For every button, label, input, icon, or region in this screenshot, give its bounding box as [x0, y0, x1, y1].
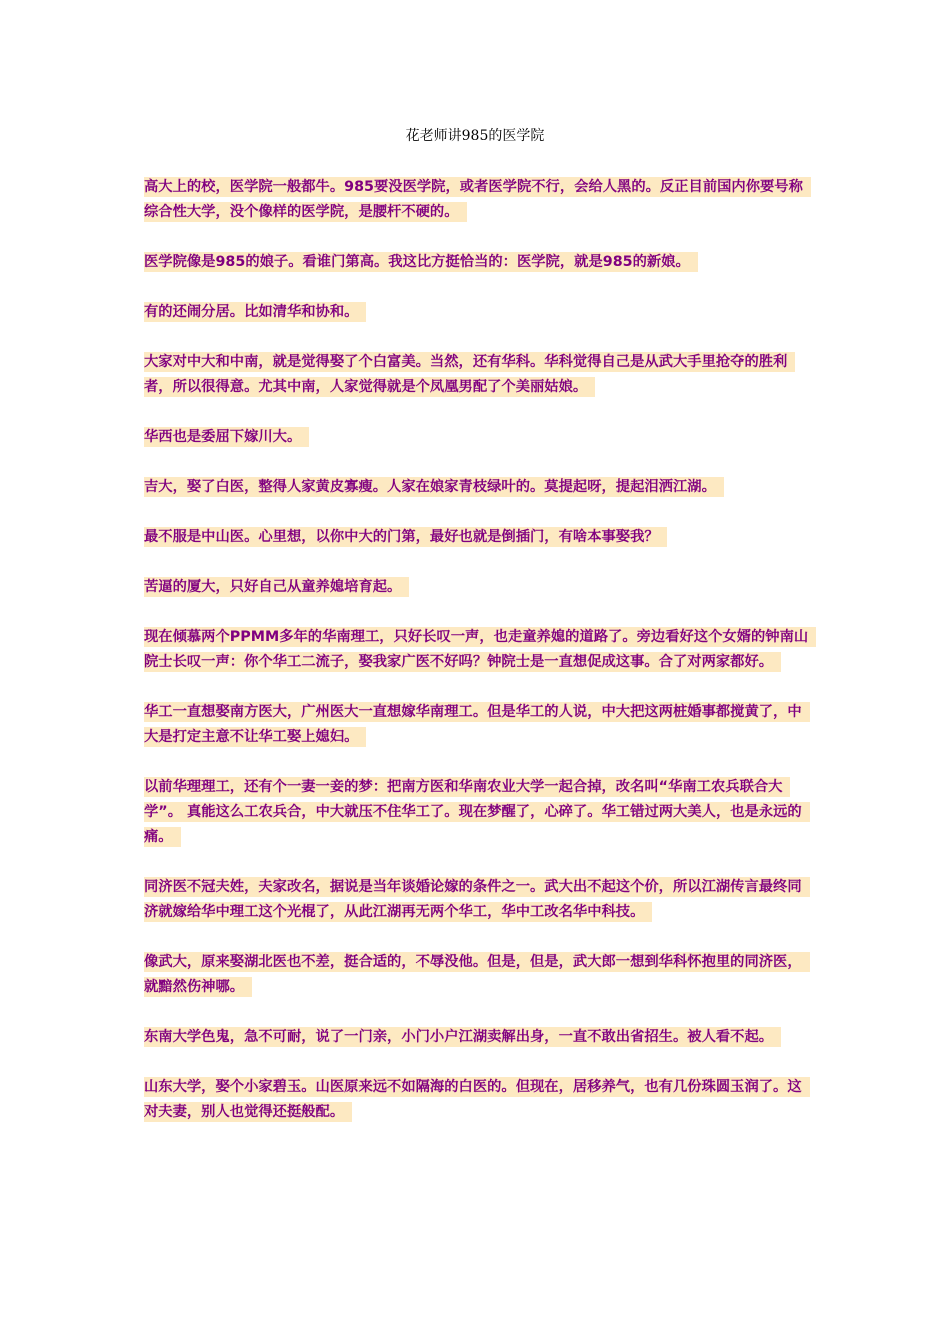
paragraph-text: 同济医不冠夫姓，夫家改名，据说是当年谈婚论嫁的条件之一。武大出不起这个价，所以江湖传言最终同济就嫁给华中理工这个光棍了，从此江湖再无两个华工，华中工改名华中科技。	[144, 877, 810, 922]
paragraph	[144, 1075, 809, 1125]
paragraph-text: 山东大学，娶个小家碧玉。山医原来远不如隔海的白医的。但现在，居移养气，也有几份珠圆玉润了。这对夫妻，别人也觉得还挺般配。	[144, 1077, 810, 1122]
paragraph	[144, 775, 809, 850]
paragraph-text: 大家对中大和中南，就是觉得娶了个白富美。当然，还有华科。华科觉得自己是从武大手里抢夺的胜利者，所以很得意。尤其中南，人家觉得就是个凤凰男配了个美丽姑娘。	[144, 352, 795, 397]
paragraph	[144, 625, 809, 675]
paragraph	[144, 575, 809, 600]
paragraph-text: 华西也是委屈下嫁川大。	[144, 427, 309, 447]
document-body	[144, 175, 809, 1150]
paragraph	[144, 700, 809, 750]
paragraph	[144, 300, 809, 325]
paragraph	[144, 875, 809, 925]
paragraph	[144, 425, 809, 450]
paragraph-text: 有的还闹分居。比如清华和协和。	[144, 302, 366, 322]
paragraph	[144, 250, 809, 275]
document-title: 花老师讲985的医学院	[405, 128, 545, 144]
paragraph-text: 以前华理理工，还有个一妻一妾的梦：把南方医和华南农业大学一起合掉，改名叫“华南工农兵联合大学”。 真能这么工农兵合，中大就压不住华工了。现在梦醒了，心碎了。华工错过两大美人，也是永远的痛。	[144, 777, 810, 847]
paragraph-text: 吉大，娶了白医，整得人家黄皮寡瘦。人家在娘家青枝绿叶的。莫提起呀，提起泪洒江湖。	[144, 477, 724, 497]
paragraph-text: 现在倾慕两个PPMM多年的华南理工，只好长叹一声，也走童养媳的道路了。旁边看好这个女婿的钟南山院士长叹一声：你个华工二流子，娶我家广医不好吗？钟院士是一直想促成这事。合了对两家都好。	[144, 627, 816, 672]
paragraph-text: 华工一直想娶南方医大，广州医大一直想嫁华南理工。但是华工的人说，中大把这两桩婚事都搅黄了，中大是打定主意不让华工娶上媳妇。	[144, 702, 810, 747]
paragraph-text: 东南大学色鬼，急不可耐，说了一门亲，小门小户江湖卖解出身，一直不敢出省招生。被人看不起。	[144, 1027, 781, 1047]
paragraph	[144, 350, 809, 400]
paragraph	[144, 525, 809, 550]
paragraph-text: 像武大，原来娶湖北医也不差，挺合适的，不辱没他。但是，但是，武大郎一想到华科怀抱里的同济医，就黯然伤神哪。	[144, 952, 810, 997]
paragraph	[144, 475, 809, 500]
paragraph-text: 苦逼的厦大，只好自己从童养媳培育起。	[144, 577, 409, 597]
paragraph-text: 医学院像是985的娘子。看谁门第高。我这比方挺恰当的：医学院，就是985的新娘。	[144, 252, 698, 272]
paragraph	[144, 1025, 809, 1050]
paragraph-text: 高大上的校，医学院一般都牛。985要没医学院，或者医学院不行，会给人黑的。反正目前国内你要号称综合性大学，没个像样的医学院，是腰杆不硬的。	[144, 177, 811, 222]
paragraph-text: 最不服是中山医。心里想，以你中大的门第，最好也就是倒插门，有啥本事娶我？	[144, 527, 667, 547]
paragraph	[144, 175, 809, 225]
paragraph	[144, 950, 809, 1000]
